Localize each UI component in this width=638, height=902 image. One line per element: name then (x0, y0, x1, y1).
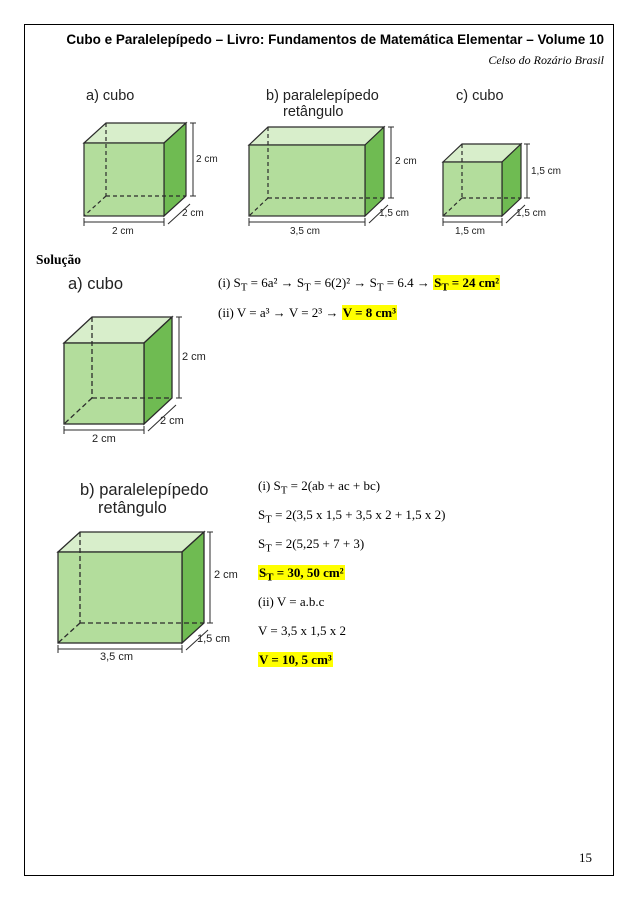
cube-volume-eq-part: (ii) V = a³ → V = 2³ → (218, 305, 342, 320)
eq-part: S (259, 565, 267, 580)
box-area-formula (258, 478, 380, 499)
cube-area-result-s: S (434, 275, 442, 290)
box-volume-substitution: V = 3,5 x 1,5 x 2 (258, 623, 346, 638)
eq-part: (i) S (258, 478, 281, 493)
page-number: 15 (579, 850, 592, 865)
solution-box-depth-label: 1,5 cm (197, 633, 231, 645)
eq-part: S (258, 507, 266, 522)
figure-a-label: a) cubo (86, 88, 135, 104)
cube-area-eq-sub: T (304, 281, 311, 294)
figure-c-label: c) cubo (456, 88, 504, 104)
solution-cube-width-label: 2 cm (92, 433, 116, 445)
cube-area-eq-sub: T (240, 281, 248, 294)
cube-c-depth-label: 1,5 cm (516, 208, 547, 219)
cube-a-width-label: 2 cm (112, 226, 134, 237)
cube-area-result-value: = 24 cm² (448, 275, 500, 290)
eq-sub: T (266, 571, 274, 584)
solution-box-width-label: 3,5 cm (100, 651, 134, 663)
solution-box-label-line2: retângulo (98, 499, 167, 517)
eq-sub: T (280, 484, 288, 497)
eq-part: = 30, 50 cm² (273, 565, 344, 580)
box-area-result (258, 565, 345, 584)
header-author: Celso do Rozário Brasil (488, 53, 604, 67)
cube-area-eq-part: = 6(2)² → S (310, 275, 377, 290)
box-area-result-line (258, 565, 345, 586)
cube-a-height-label: 2 cm (196, 154, 218, 165)
eq-part: S (258, 536, 266, 551)
solution-heading: Solução (36, 252, 82, 267)
cube-area-eq-part: = 6.4 → (383, 275, 434, 290)
box-volume-result-line (258, 652, 333, 668)
solution-box-front-face (58, 552, 182, 643)
eq-part: = 2(5,25 + 7 + 3) (271, 536, 365, 551)
box-volume-formula: (ii) V = a.b.c (258, 594, 325, 609)
solution-box-height-dimension (207, 532, 213, 623)
eq-sub: T (265, 542, 272, 555)
cube-area-eq-part: = 6a² → S (247, 275, 305, 290)
solution-cube-depth-label: 2 cm (160, 415, 184, 427)
cube-area-eq-part: (i) S (218, 275, 241, 290)
cube-a-depth-label: 2 cm (182, 208, 204, 219)
solution-cube-height-label: 2 cm (182, 351, 206, 363)
box-b-depth-label: 1,5 cm (379, 208, 410, 219)
box-area-substitution (258, 507, 446, 528)
box-volume-result: V = 10, 5 cm³ (259, 652, 332, 667)
solution-box-height-label: 2 cm (214, 569, 238, 581)
cube-c-width-label: 1,5 cm (455, 226, 486, 237)
solution-box-label-line1: b) paralelepípedo (80, 481, 209, 499)
cube-volume-result: V = 8 cm³ (342, 305, 397, 320)
figure-b-label-line2: retângulo (283, 104, 344, 120)
eq-part: = 2(ab + ac + bc) (287, 478, 381, 493)
eq-sub: T (265, 513, 272, 526)
solution-box-side-face (182, 532, 204, 643)
solution-cube-label: a) cubo (68, 275, 124, 293)
box-area-partial (258, 536, 364, 557)
figure-b-label-line1: b) paralelepípedo (266, 88, 379, 104)
box-b-height-label: 2 cm (395, 156, 417, 167)
cube-area-eq-sub: T (376, 281, 384, 294)
cube-c-height-label: 1,5 cm (531, 166, 562, 177)
box-b-width-label: 3,5 cm (290, 226, 321, 237)
eq-part: = 2(3,5 x 1,5 + 3,5 x 2 + 1,5 x 2) (271, 507, 446, 522)
cube-area-result-sub: T (441, 281, 449, 294)
header-title: Cubo e Paralelepípedo – Livro: Fundamentos de Matemática Elementar – Volume 10 (66, 32, 604, 47)
